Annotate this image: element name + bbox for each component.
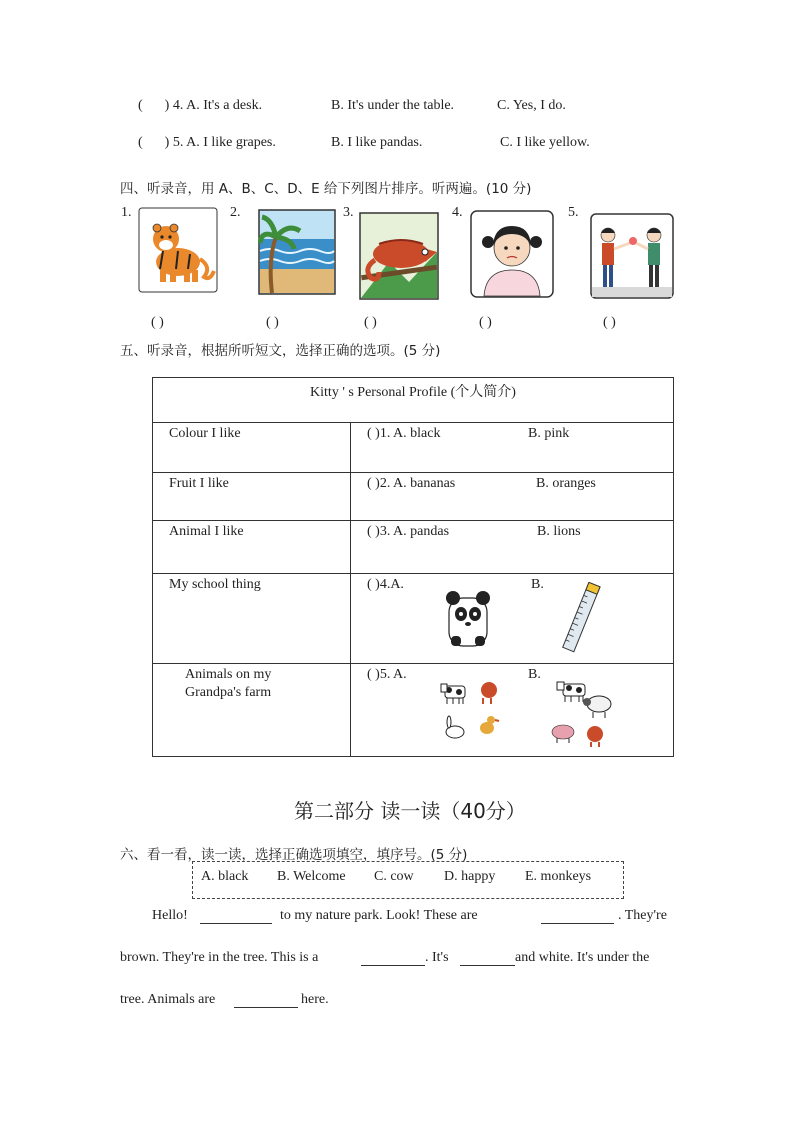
passage-text: . It's xyxy=(425,950,449,965)
option-a: A. It's a desk. xyxy=(186,98,263,113)
q4-option-b: B. It's under the table. xyxy=(331,98,455,113)
chameleon-picture xyxy=(359,212,439,300)
word-option-c: C. cow xyxy=(374,869,414,884)
q4-option-c: C. Yes, I do. xyxy=(497,98,566,113)
row-option-a[interactable]: ( )5. A. xyxy=(367,667,407,682)
option-a: A. I like grapes. xyxy=(186,135,276,150)
picture-number: 3. xyxy=(343,205,354,220)
passage-text: brown. They're in the tree. This is a xyxy=(120,950,319,965)
blank-3[interactable] xyxy=(361,951,425,971)
section4-heading: 四、听录音，用 A、B、C、D、E 给下列图片排序。听两遍。(10 分) xyxy=(120,181,532,197)
question-number: 4. xyxy=(172,98,184,113)
girl-picture xyxy=(470,210,554,298)
row-option-a[interactable]: ( )3. A. pandas xyxy=(367,524,450,539)
row-option-b: B. oranges xyxy=(536,476,596,491)
word-option-d: D. happy xyxy=(444,869,496,884)
row-label: Fruit I like xyxy=(169,476,229,491)
row-option-a[interactable]: ( )1. A. black xyxy=(367,426,441,441)
section5-heading: 五、听录音，根据所听短文，选择正确的选项。(5 分) xyxy=(120,343,441,359)
picture-number: 2. xyxy=(230,205,241,220)
picture-number: 1. xyxy=(121,205,132,220)
picture-number: 5. xyxy=(568,205,579,220)
row-option-b: B. xyxy=(528,667,541,682)
passage-text: . They're xyxy=(618,908,667,923)
two-girls-picture xyxy=(590,213,674,299)
answer-paren-5[interactable]: ( ) xyxy=(603,315,616,330)
passage-text: to my nature park. Look! These are xyxy=(280,908,478,923)
answer-paren-1[interactable]: ( ) xyxy=(151,315,164,330)
row-label: Colour I like xyxy=(169,426,241,441)
answer-paren[interactable]: ( ) xyxy=(138,135,170,150)
row-option-a[interactable]: ( )4.A. xyxy=(367,577,404,592)
table-title: Kitty ' s Personal Profile (个人简介) xyxy=(310,385,516,400)
row-option-a[interactable]: ( )2. A. bananas xyxy=(367,476,456,491)
row-label: Animals on my xyxy=(185,667,272,682)
row-label-line2: Grandpa's farm xyxy=(185,685,272,700)
row-label: Animal I like xyxy=(169,524,244,539)
beach-picture xyxy=(258,209,336,295)
tiger-picture xyxy=(138,207,218,293)
profile-table xyxy=(152,377,674,757)
question-4 xyxy=(138,98,262,114)
q5-option-b: B. I like pandas. xyxy=(331,135,423,150)
blank-4[interactable] xyxy=(460,951,515,971)
row-option-b: B. pink xyxy=(528,426,570,441)
passage-text: Hello! xyxy=(152,908,188,923)
row-option-b: B. lions xyxy=(537,524,581,539)
panda-backpack-picture xyxy=(443,584,493,652)
answer-paren-2[interactable]: ( ) xyxy=(266,315,279,330)
question-5 xyxy=(138,135,276,151)
picture-number: 4. xyxy=(452,205,463,220)
row-option-b: B. xyxy=(531,577,544,592)
part2-title: 第二部分 读一读（40分） xyxy=(294,799,526,823)
section6-heading: 六、看一看，读一读，选择正确选项填空，填序号。(5 分) xyxy=(120,847,468,863)
word-option-b: B. Welcome xyxy=(277,869,346,884)
passage-text: and white. It's under the xyxy=(515,950,650,965)
question-number: 5. xyxy=(172,135,184,150)
answer-paren[interactable]: ( ) xyxy=(138,98,170,113)
blank-1[interactable] xyxy=(200,909,272,929)
blank-5[interactable] xyxy=(234,993,298,1013)
blank-2[interactable] xyxy=(541,909,614,929)
q5-option-c: C. I like yellow. xyxy=(500,135,590,150)
ruler-picture xyxy=(555,582,607,654)
answer-paren-4[interactable]: ( ) xyxy=(479,315,492,330)
word-option-a: A. black xyxy=(201,869,249,884)
passage-text: here. xyxy=(301,992,329,1007)
farm-animals-b-picture xyxy=(549,678,615,750)
word-option-e: E. monkeys xyxy=(525,869,592,884)
farm-animals-a-picture xyxy=(439,678,507,748)
passage-text: tree. Animals are xyxy=(120,992,216,1007)
answer-paren-3[interactable]: ( ) xyxy=(364,315,377,330)
row-label: My school thing xyxy=(169,577,261,592)
